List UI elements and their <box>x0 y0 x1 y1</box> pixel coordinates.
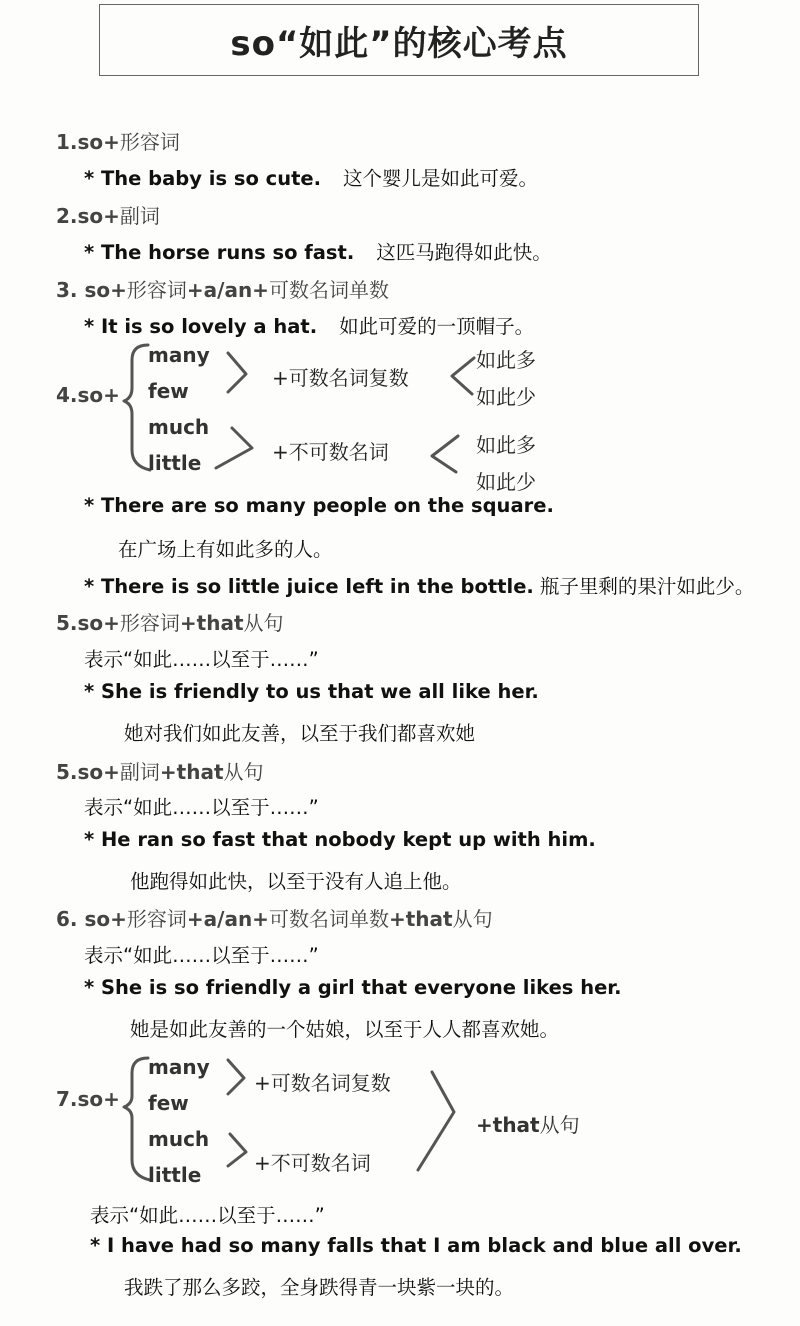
section-4-word-few: few <box>148 379 189 403</box>
section-5b-translation: 他跑得如此快，以至于没有人追上他。 <box>130 870 462 893</box>
section-2-heading: 2.so+副词 <box>56 204 160 228</box>
section-5-example: * She is friendly to us that we all like her. <box>84 680 539 703</box>
section-1-example: * The baby is so cute. 这个婴儿是如此可爱。 <box>84 167 539 190</box>
section-5b-note: 表示“如此……以至于……” <box>84 796 319 819</box>
section-7-word-few: few <box>148 1091 189 1115</box>
section-7-example: * I have had so many falls that I am black and blue all over. <box>90 1234 742 1257</box>
page-title: so“如此”的核心考点 <box>230 23 568 64</box>
section-6-heading: 6. so+形容词+a/an+可数名词单数+that从句 <box>56 907 493 931</box>
section-5-note: 表示“如此……以至于……” <box>84 648 319 671</box>
section-4-example-2: * There is so little juice left in the bottle. 瓶子里剩的果汁如此少。 <box>84 575 755 598</box>
section-3-example: * It is so lovely a hat. 如此可爱的一顶帽子。 <box>84 315 535 338</box>
section-4-word-many: many <box>148 343 210 367</box>
section-7-uncountable: +不可数名词 <box>254 1151 371 1175</box>
section-5-heading: 5.so+形容词+that从句 <box>56 611 284 635</box>
section-5-translation: 她对我们如此友善，以至于我们都喜欢她 <box>124 722 476 745</box>
section-7-heading: 7.so+ <box>56 1087 120 1111</box>
section-2-example: * The horse runs so fast. 这匹马跑得如此快。 <box>84 241 552 264</box>
section-4-heading: 4.so+ <box>56 383 120 407</box>
section-3-heading: 3. so+形容词+a/an+可数名词单数 <box>56 278 389 302</box>
section-6-note: 表示“如此……以至于……” <box>84 944 319 967</box>
section-6-translation: 她是如此友善的一个姑娘，以至于人人都喜欢她。 <box>130 1018 560 1041</box>
section-1-heading: 1.so+形容词 <box>56 130 180 154</box>
section-4-example-1-translation: 在广场上有如此多的人。 <box>118 538 333 561</box>
section-7-note: 表示“如此……以至于……” <box>90 1204 325 1227</box>
section-5b-example: * He ran so fast that nobody kept up with him. <box>84 828 596 851</box>
section-4-word-much: much <box>148 415 210 439</box>
section-6-example: * She is so friendly a girl that everyone likes her. <box>84 976 622 999</box>
section-5b-heading: 5.so+副词+that从句 <box>56 760 264 784</box>
section-7-result: +that从句 <box>476 1113 580 1137</box>
section-4-result-4: 如此少 <box>476 470 536 494</box>
section-7-word-much: much <box>148 1127 210 1151</box>
section-4-uncountable: +不可数名词 <box>272 440 389 464</box>
section-4-result-1: 如此多 <box>476 348 536 372</box>
section-4-example-1: * There are so many people on the square. <box>84 494 554 517</box>
section-4-result-2: 如此少 <box>476 385 536 409</box>
section-7-word-little: little <box>148 1163 202 1187</box>
section-7-translation: 我跌了那么多跤，全身跌得青一块紫一块的。 <box>124 1276 515 1299</box>
section-4-countable-plural: +可数名词复数 <box>272 366 409 390</box>
section-4-word-little: little <box>148 451 202 475</box>
section-7-word-many: many <box>148 1055 210 1079</box>
section-7-countable-plural: +可数名词复数 <box>254 1071 391 1095</box>
section-4-result-3: 如此多 <box>476 433 536 457</box>
